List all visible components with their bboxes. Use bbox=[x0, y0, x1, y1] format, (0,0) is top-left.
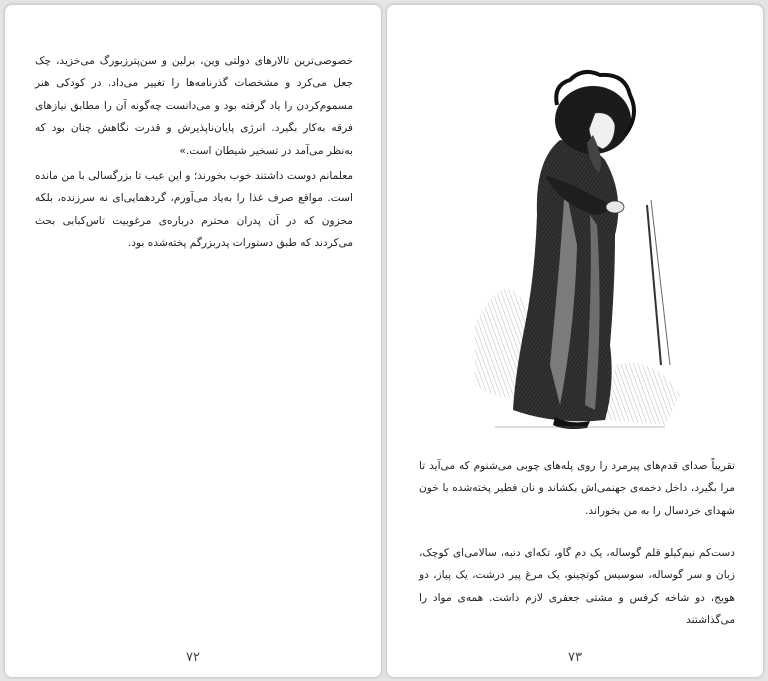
left-paragraph-1: خصوصی‌ترین تالارهای دولتی وین، برلین و سن‌پترزبورگ می‌خزید، چک جعل می‌کرد و مشخصات گذرنامه‌ها را تغییر می‌داد. در کودکی هنر مسموم‌کردن را یاد گرفته بود و می‌دانست چه‌گونه آن را مطابق نیازهای فرقه به‌کار بگیرد. انرژی پایان‌ناپذیرش و قدرت نگاهش چنان بود که به‌نظر می‌آمد در تسخیر شیطان است.» bbox=[35, 55, 353, 157]
right-page bbox=[386, 4, 764, 678]
left-paragraph-2: معلمانم دوست داشتند خوب بخورند؛ و این عیب تا بزرگسالی با من مانده است. مواقع صرف غذا را به‌یاد می‌آورم، گردهمایی‌ای نه سرزنده، بلکه محزون که در آن پدران محترم درباره‌ی مرغوبیت تاس‌کبابی بحث می‌کردند که طبق دستورات پدربزرگم پخته‌شده بود. bbox=[35, 170, 353, 250]
right-paragraph-1: تقریباً صدای قدم‌های پیرمرد را روی پله‌های چوبی می‌شنوم که می‌آید تا مرا بگیرد، داخل دخمه‌ی جهنمی‌اش بکشاند و نان فطیر پخته‌شده با خون شهدای خردسال را به من بخوراند. bbox=[419, 460, 735, 517]
right-paragraph-2: دست‌کم نیم‌کیلو قلم گوساله، یک دم گاو، تکه‌ای دنبه، سالامی‌ای کوچک، زبان و سر گوساله، سوسیس کوتچینو، یک مرغ پیر درشت، یک پیاز، دو هویج، دو شاخه کرفس و مشتی جعفری لازم داشت. همه‌ی مواد را می‌گذاشتند bbox=[419, 547, 735, 627]
page-number-left: ۷۲ bbox=[186, 650, 200, 665]
engraving-illustration bbox=[465, 65, 687, 435]
left-page bbox=[4, 4, 382, 678]
page-number-right: ۷۳ bbox=[568, 650, 582, 665]
